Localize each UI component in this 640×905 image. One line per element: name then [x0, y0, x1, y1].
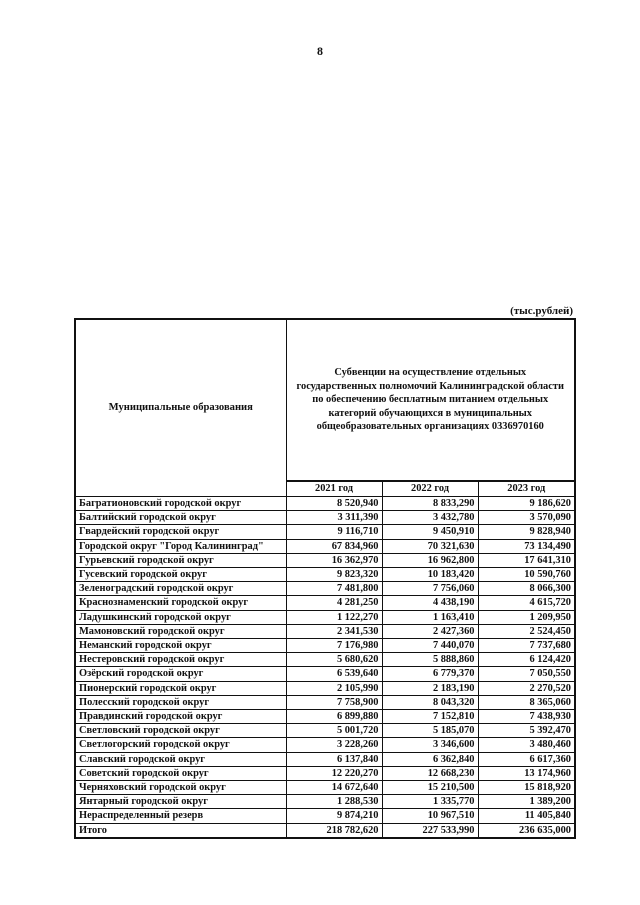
table-row	[75, 624, 575, 638]
value-2021: 7 758,900	[286, 695, 382, 709]
municipality-name: Пионерский городской округ	[75, 681, 286, 695]
total-2022: 227 533,990	[382, 823, 478, 838]
table-row	[75, 596, 575, 610]
municipality-name: Озёрский городской округ	[75, 667, 286, 681]
value-2022: 5 888,860	[382, 653, 478, 667]
municipality-name: Неманский городской округ	[75, 639, 286, 653]
municipality-name: Гусевский городской округ	[75, 568, 286, 582]
table-row	[75, 752, 575, 766]
table-row	[75, 724, 575, 738]
year-header-2022: 2022 год	[382, 481, 478, 497]
year-header-2023: 2023 год	[478, 481, 575, 497]
value-2023: 10 590,760	[478, 568, 575, 582]
value-2022: 5 185,070	[382, 724, 478, 738]
value-2022: 7 756,060	[382, 582, 478, 596]
value-2023: 1 209,950	[478, 610, 575, 624]
value-2023: 2 270,520	[478, 681, 575, 695]
value-2023: 8 066,300	[478, 582, 575, 596]
value-2023: 15 818,920	[478, 781, 575, 795]
subvention-table	[74, 318, 576, 839]
value-2021: 5 680,620	[286, 653, 382, 667]
value-2023: 7 050,550	[478, 667, 575, 681]
value-2023: 9 186,620	[478, 497, 575, 511]
value-2022: 3 432,780	[382, 511, 478, 525]
value-2023: 1 389,200	[478, 795, 575, 809]
municipality-name: Гвардейский городской округ	[75, 525, 286, 539]
municipality-column-header: Муниципальные образования	[75, 319, 286, 497]
municipality-name: Полесский городской округ	[75, 695, 286, 709]
value-2022: 10 183,420	[382, 568, 478, 582]
total-label: Итого	[75, 823, 286, 838]
value-2021: 1 288,530	[286, 795, 382, 809]
value-2021: 16 362,970	[286, 553, 382, 567]
value-2022: 4 438,190	[382, 596, 478, 610]
municipality-name: Балтийский городской округ	[75, 511, 286, 525]
value-2021: 7 481,800	[286, 582, 382, 596]
value-2023: 8 365,060	[478, 695, 575, 709]
value-2022: 1 163,410	[382, 610, 478, 624]
value-2021: 9 823,320	[286, 568, 382, 582]
table-row	[75, 511, 575, 525]
value-2022: 7 152,810	[382, 710, 478, 724]
municipality-name: Багратионовский городской округ	[75, 497, 286, 511]
value-2021: 7 176,980	[286, 639, 382, 653]
value-2023: 11 405,840	[478, 809, 575, 823]
total-2021: 218 782,620	[286, 823, 382, 838]
value-2021: 8 520,940	[286, 497, 382, 511]
value-2021: 1 122,270	[286, 610, 382, 624]
value-2021: 4 281,250	[286, 596, 382, 610]
table-row	[75, 809, 575, 823]
table-row	[75, 781, 575, 795]
value-2023: 6 617,360	[478, 752, 575, 766]
value-2023: 13 174,960	[478, 766, 575, 780]
table-row	[75, 553, 575, 567]
table-row	[75, 582, 575, 596]
table-body	[75, 497, 575, 838]
value-2023: 6 124,420	[478, 653, 575, 667]
value-2021: 9 116,710	[286, 525, 382, 539]
value-2023: 73 134,490	[478, 539, 575, 553]
value-2021: 12 220,270	[286, 766, 382, 780]
table-row	[75, 568, 575, 582]
value-2021: 9 874,210	[286, 809, 382, 823]
municipality-name: Янтарный городской округ	[75, 795, 286, 809]
value-2021: 2 341,530	[286, 624, 382, 638]
value-2023: 3 480,460	[478, 738, 575, 752]
municipality-name: Городской округ "Город Калининград"	[75, 539, 286, 553]
value-2022: 3 346,600	[382, 738, 478, 752]
subvention-title-header: Субвенции на осуществление отдельных государственных полномочий Калининградской области по обеспечению бесплатным питанием отдельных категорий обучающихся в муниципальных общеобразовательных организациях 0336970160	[286, 319, 575, 481]
value-2021: 6 539,640	[286, 667, 382, 681]
table-row	[75, 710, 575, 724]
value-2023: 3 570,090	[478, 511, 575, 525]
municipality-name: Зеленоградский городской округ	[75, 582, 286, 596]
table-row	[75, 653, 575, 667]
municipality-name: Правдинский городской округ	[75, 710, 286, 724]
municipality-name: Гурьевский городской округ	[75, 553, 286, 567]
value-2022: 12 668,230	[382, 766, 478, 780]
value-2021: 6 899,880	[286, 710, 382, 724]
table-row	[75, 610, 575, 624]
value-2022: 70 321,630	[382, 539, 478, 553]
municipality-name: Ладушкинский городской округ	[75, 610, 286, 624]
value-2022: 7 440,070	[382, 639, 478, 653]
value-2022: 6 779,370	[382, 667, 478, 681]
page-number: 8	[317, 44, 323, 58]
table-row	[75, 795, 575, 809]
value-2023: 5 392,470	[478, 724, 575, 738]
municipality-name: Светловский городской округ	[75, 724, 286, 738]
units-label: (тыс.рублей)	[510, 305, 573, 317]
municipality-name: Нестеровский городской округ	[75, 653, 286, 667]
value-2022: 2 427,360	[382, 624, 478, 638]
value-2022: 15 210,500	[382, 781, 478, 795]
municipality-name: Мамоновский городской округ	[75, 624, 286, 638]
value-2021: 5 001,720	[286, 724, 382, 738]
value-2022: 9 450,910	[382, 525, 478, 539]
value-2021: 67 834,960	[286, 539, 382, 553]
value-2022: 6 362,840	[382, 752, 478, 766]
value-2022: 2 183,190	[382, 681, 478, 695]
value-2023: 9 828,940	[478, 525, 575, 539]
table-row	[75, 525, 575, 539]
municipality-name: Славский городской округ	[75, 752, 286, 766]
municipality-name: Краснознаменский городской округ	[75, 596, 286, 610]
year-header-2021: 2021 год	[286, 481, 382, 497]
table-row	[75, 695, 575, 709]
value-2023: 17 641,310	[478, 553, 575, 567]
table-row	[75, 766, 575, 780]
value-2021: 3 311,390	[286, 511, 382, 525]
municipality-name: Нераспределенный резерв	[75, 809, 286, 823]
table-row	[75, 539, 575, 553]
municipality-name: Светлогорский городской округ	[75, 738, 286, 752]
total-2023: 236 635,000	[478, 823, 575, 838]
value-2023: 7 737,680	[478, 639, 575, 653]
value-2022: 16 962,800	[382, 553, 478, 567]
table-row	[75, 738, 575, 752]
value-2021: 3 228,260	[286, 738, 382, 752]
value-2023: 4 615,720	[478, 596, 575, 610]
municipality-name: Советский городской округ	[75, 766, 286, 780]
table-row	[75, 667, 575, 681]
value-2021: 2 105,990	[286, 681, 382, 695]
table-row	[75, 681, 575, 695]
municipality-name: Черняховский городской округ	[75, 781, 286, 795]
table-row	[75, 497, 575, 511]
value-2023: 2 524,450	[478, 624, 575, 638]
table-row	[75, 639, 575, 653]
value-2022: 1 335,770	[382, 795, 478, 809]
value-2023: 7 438,930	[478, 710, 575, 724]
total-row	[75, 823, 575, 838]
value-2021: 6 137,840	[286, 752, 382, 766]
value-2021: 14 672,640	[286, 781, 382, 795]
value-2022: 8 833,290	[382, 497, 478, 511]
value-2022: 10 967,510	[382, 809, 478, 823]
value-2022: 8 043,320	[382, 695, 478, 709]
